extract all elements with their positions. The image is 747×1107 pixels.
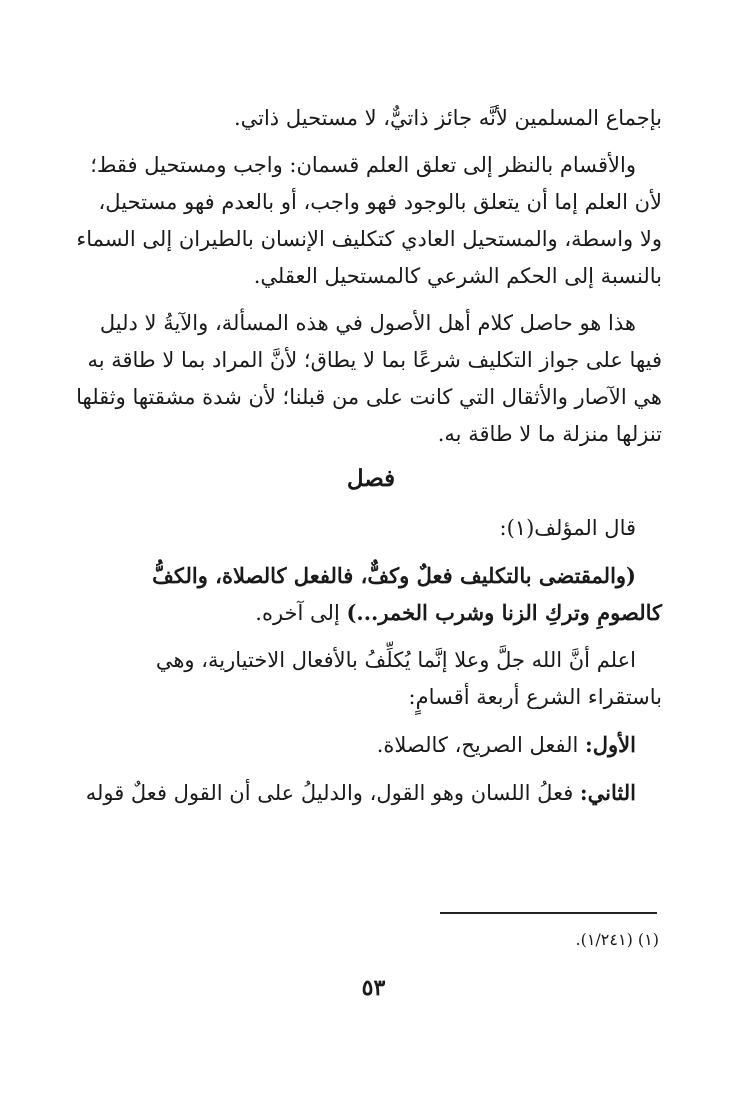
paragraph-1: [80, 100, 662, 137]
text-line: فيها على جواز التكليف شرعًا بما لا يطاق؛ لأنَّ المراد بما لا طاقة به: [87, 348, 662, 372]
author-intro: [80, 510, 662, 547]
page-body: [76, 100, 662, 822]
section-heading: فصل: [346, 465, 396, 492]
quoted-text: [80, 557, 662, 632]
bold-text: كالصومِ وتركِ الزنا وشرب الخمر...): [346, 600, 662, 625]
text-line: باستقراء الشرع أربعة أقسامٍ:: [408, 685, 662, 709]
text-line: تنزلها منزلة ما لا طاقة به.: [437, 422, 662, 446]
text-line: لأن العلم إما أن يتعلق بالوجود فهو واجب، أو بالعدم فهو مستحيل،: [98, 190, 662, 214]
text-line: ولا واسطة، والمستحيل العادي كتكليف الإنسان بالطيران إلى السماء: [76, 227, 662, 251]
text-line: هذا هو حاصل كلام أهل الأصول في هذه المسألة، والآيةُ لا دليل: [99, 311, 636, 335]
item-first: [80, 726, 662, 764]
item-label: الثاني:: [579, 780, 636, 805]
footnote: (١) (١/٢٤١).: [575, 930, 659, 949]
footnote-divider: [440, 912, 657, 914]
item-second: [80, 774, 662, 812]
text-line: [80, 774, 662, 812]
paragraph-4: [80, 642, 662, 716]
text-line: قال المؤلف(١):: [499, 516, 636, 540]
page-number: ٥٣: [361, 975, 386, 1001]
text-line: [80, 594, 662, 632]
paragraph-3: [76, 305, 662, 453]
item-label: الأول:: [585, 732, 636, 757]
paragraph-2: [76, 147, 662, 295]
text-line: (والمقتضى بالتكليف فعلٌ وكفٌّ، فالفعل كالصلاة، والكفُّ: [152, 563, 636, 588]
text: فعلُ اللسان وهو القول، والدليلُ على أن القول فعلٌ قوله: [85, 781, 580, 805]
text-line: بالنسبة إلى الحكم الشرعي كالمستحيل العقلي.: [253, 264, 662, 288]
text: إلى آخره.: [255, 601, 347, 625]
text: الفعل الصريح، كالصلاة.: [376, 733, 586, 757]
text-line: [80, 726, 662, 764]
text-line: هي الآصار والأثقال التي كانت على من قبلنا؛ لأن شدة مشقتها وثقلها: [76, 385, 662, 409]
text-line: بإجماع المسلمين لأنَّه جائز ذاتيٌّ، لا مستحيل ذاتي.: [233, 106, 662, 130]
text-line: اعلم أنَّ الله جلَّ وعلا إنَّما يُكلِّفُ بالأفعال الاختيارية، وهي: [155, 648, 636, 672]
text-line: والأقسام بالنظر إلى تعلق العلم قسمان: واجب ومستحيل فقط؛: [90, 153, 636, 177]
